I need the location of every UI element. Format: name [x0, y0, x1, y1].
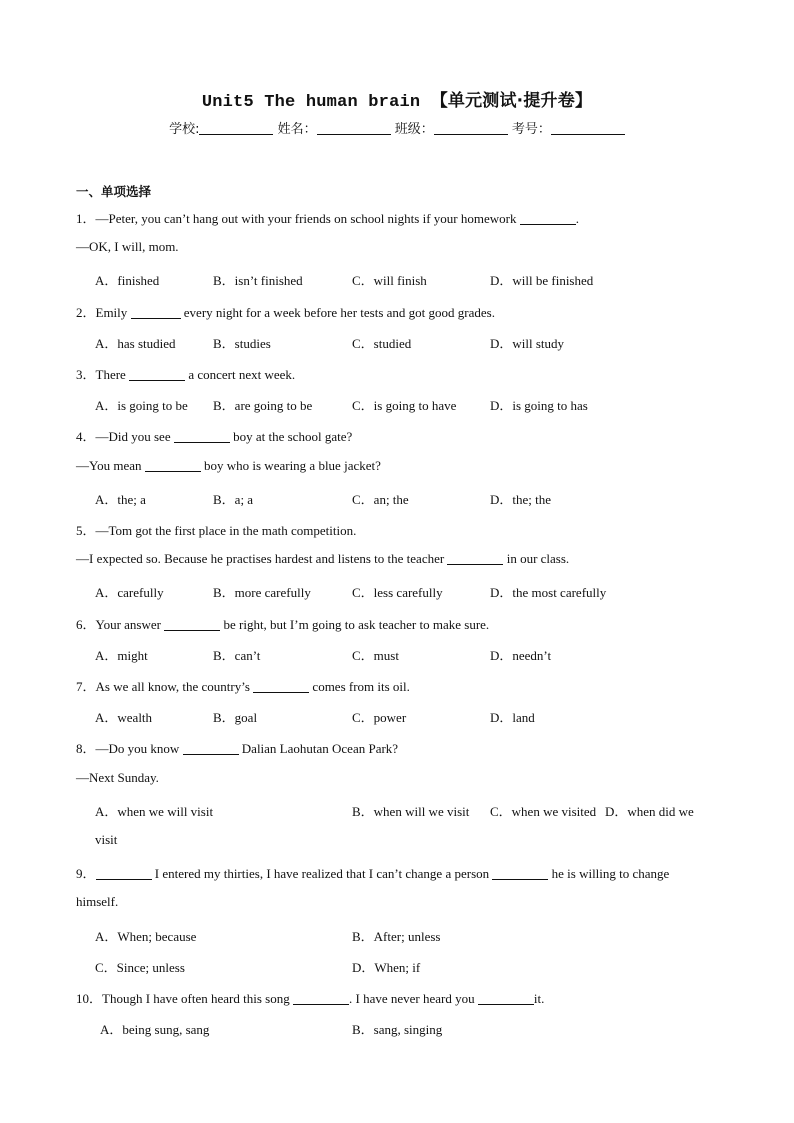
question-3-option-d: D．is going to has [490, 398, 588, 413]
question-6-option-c: C．must [352, 648, 399, 663]
question-4-option-d: D．the; the [490, 492, 552, 507]
question-1-option-c: C．will finish [352, 273, 427, 288]
question-8-stem: 8．—Do you know Dalian Laohutan Ocean Park? [76, 741, 399, 756]
question-1-option-a: A．finished [95, 273, 160, 288]
question-10-stem: 10．Though I have often heard this song . I have never heard you it. [76, 991, 545, 1006]
question-9-stem: 9． I entered my thirties, I have realized that I can’t change a person he is willing to change [76, 866, 670, 881]
question-3-option-b: B．are going to be [213, 398, 313, 413]
question-4-option-b: B．a; a [213, 492, 254, 507]
question-8-option-b: B．when will we visit [352, 804, 470, 819]
question-9-stem-continued: himself. [76, 894, 119, 909]
number-label: 考号： [511, 122, 551, 137]
question-9-option-c: C．Since; unless [95, 960, 185, 975]
page-title: Unit5 The human brain 【单元测试·提升卷】 [201, 91, 593, 112]
question-8-reply: —Next Sunday. [76, 770, 159, 785]
question-3-option-c: C．is going to have [352, 398, 457, 413]
question-8-option-d-continued: visit [95, 832, 118, 847]
class-label: 班级： [394, 122, 434, 137]
question-9-option-d: D．When; if [352, 960, 421, 975]
question-2-option-b: B．studies [213, 336, 271, 351]
number-blank [551, 121, 625, 135]
question-6-option-a: A．might [95, 648, 148, 663]
question-1-stem: 1．—Peter, you can’t hang out with your friends on school nights if your homework . [76, 211, 579, 226]
question-6-option-d: D．needn’t [490, 648, 552, 663]
question-8-option-c: C．when we visited [490, 804, 597, 819]
school-blank [199, 121, 273, 135]
question-1-option-b: B．isn’t finished [213, 273, 303, 288]
question-6-stem: 6．Your answer be right, but I’m going to ask teacher to make sure. [76, 617, 490, 632]
question-7-option-d: D．land [490, 710, 535, 725]
question-5-option-a: A．carefully [95, 585, 164, 600]
student-info-line [0, 118, 794, 137]
question-6-option-b: B．can’t [213, 648, 261, 663]
class-blank [434, 121, 508, 135]
school-label: 学校: [169, 122, 200, 137]
question-5-option-b: B．more carefully [213, 585, 311, 600]
question-10-option-b: B．sang, singing [352, 1022, 443, 1037]
section-title: 一、单项选择 [76, 184, 152, 199]
question-2-stem: 2．Emily every night for a week before her tests and got good grades. [76, 305, 495, 320]
question-4-option-a: A．the; a [95, 492, 146, 507]
question-3-stem: 3．There a concert next week. [76, 367, 296, 382]
question-2-option-a: A．has studied [95, 336, 176, 351]
question-8-option-a: A．when we will visit [95, 804, 214, 819]
question-9-option-a: A．When; because [95, 929, 197, 944]
question-1-reply: —OK, I will, mom. [76, 239, 179, 254]
name-blank [317, 121, 391, 135]
question-5-option-d: D．the most carefully [490, 585, 607, 600]
question-4-reply: —You mean boy who is wearing a blue jacket? [76, 458, 381, 473]
question-9-option-b: B．After; unless [352, 929, 441, 944]
question-7-stem: 7．As we all know, the country’s comes from its oil. [76, 679, 410, 694]
question-4-option-c: C．an; the [352, 492, 409, 507]
question-5-reply: —I expected so. Because he practises hardest and listens to the teacher in our class. [76, 551, 570, 566]
question-3-option-a: A．is going to be [95, 398, 188, 413]
question-1-option-d: D．will be finished [490, 273, 594, 288]
question-2-option-c: C．studied [352, 336, 412, 351]
question-7-option-c: C．power [352, 710, 407, 725]
question-5-stem: 5．—Tom got the first place in the math competition. [76, 523, 357, 538]
question-7-option-a: A．wealth [95, 710, 153, 725]
name-label: 姓名： [277, 122, 317, 137]
question-4-stem: 4．—Did you see boy at the school gate? [76, 429, 353, 444]
question-7-option-b: B．goal [213, 710, 258, 725]
question-8-option-d: D．when did we [605, 804, 694, 819]
question-5-option-c: C．less carefully [352, 585, 443, 600]
question-2-option-d: D．will study [490, 336, 565, 351]
question-10-option-a: A．being sung, sang [100, 1022, 210, 1037]
